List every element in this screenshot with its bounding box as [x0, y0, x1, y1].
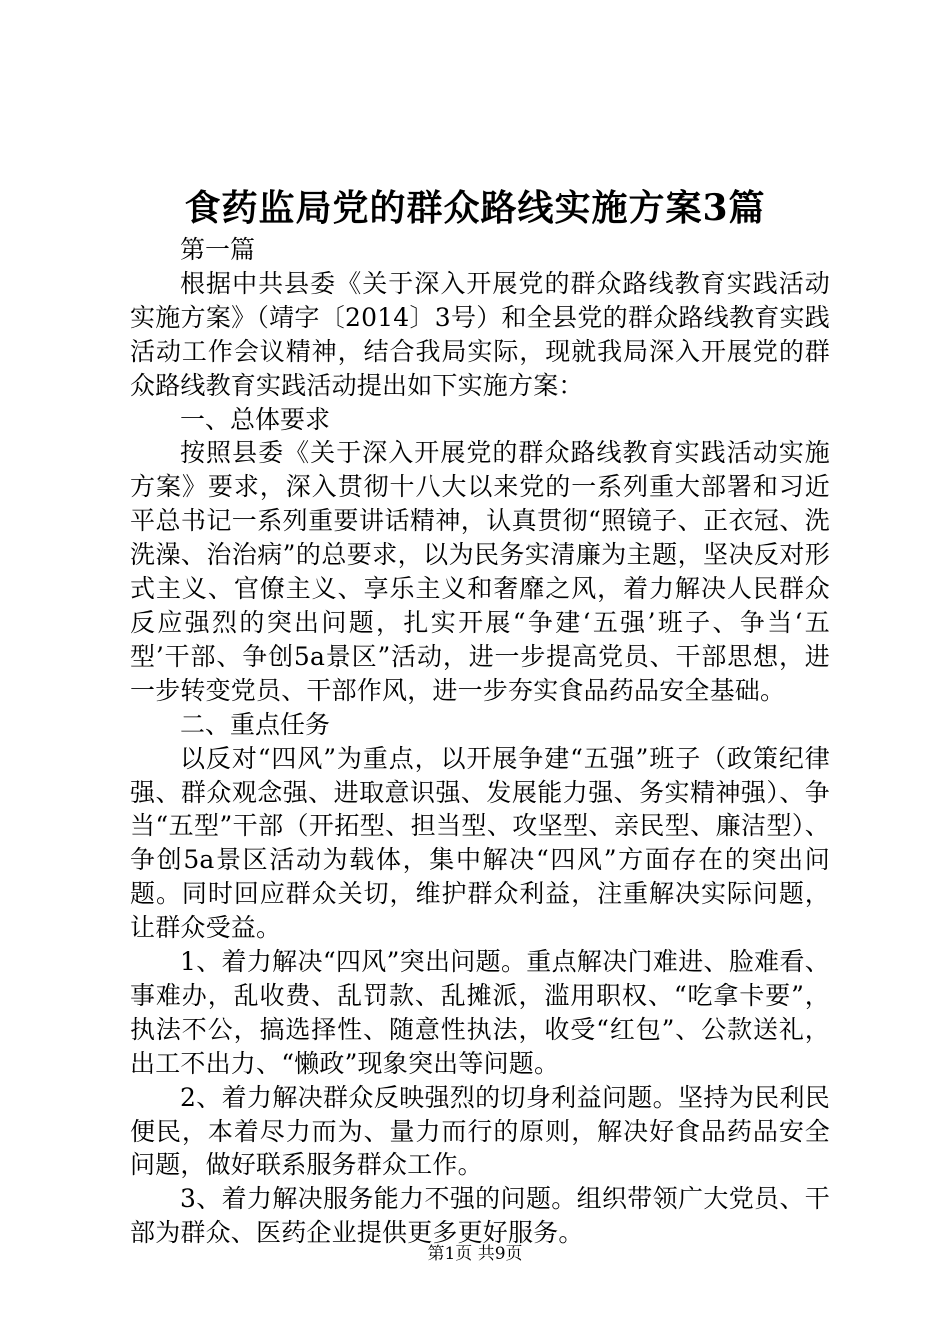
section-heading-key-tasks: 二、重点任务	[180, 709, 331, 739]
key-tasks-paragraph: 以反对“四风”为重点，以开展争建“五强”班子（政策纪律强、群众观念强、进取意识强、发展能力强、务实精神强）、争当“五型”干部（开拓型、担当型、攻坚型、亲民型、廉洁型）、争创5a景区活动为载体，集中解决“四风”方面存在的突出问题。同时回应群众关切，维护群众利益，注重解决实际问题，让群众受益。	[130, 743, 830, 943]
document-body	[130, 233, 830, 1250]
task-item-2: 2、着力解决群众反映强烈的切身利益问题。坚持为民利民便民，本着尽力而为、量力而行的原则，解决好食品药品安全问题，做好联系服务群众工作。	[130, 1082, 830, 1180]
task-item-3: 3、着力解决服务能力不强的问题。组织带领广大党员、干部为群众、医药企业提供更多更好服务。	[130, 1184, 830, 1248]
section-heading-part-one: 第一篇	[180, 235, 256, 264]
document-title: 食药监局党的群众路线实施方案3篇	[184, 187, 766, 229]
general-requirements-paragraph: 按照县委《关于深入开展党的群众路线教育实践活动实施方案》要求，深入贯彻十八大以来党的一系列重大部署和习近平总书记一系列重要讲话精神，认真贯彻“照镜子、正衣冠、洗洗澡、治治病”的总要求，以为民务实清廉为主题，坚决反对形式主义、官僚主义、享乐主义和奢靡之风，着力解决人民群众反应强烈的突出问题，扎实开展“争建‘五强’班子、争当‘五型’干部、争创5a景区”活动，进一步提高党员、干部思想，进一步转变党员、干部作风，进一步夯实食品药品安全基础。	[130, 438, 830, 705]
page-number-footer: 第1页 共9页	[427, 1244, 523, 1264]
intro-paragraph: 根据中共县委《关于深入开展党的群众路线教育实践活动实施方案》（靖字〔2014〕3号）和全县党的群众路线教育实践活动工作会议精神，结合我局实际，现就我局深入开展党的群众路线教育实践活动提出如下实施方案：	[130, 268, 830, 400]
task-item-1: 1、着力解决“四风”突出问题。重点解决门难进、脸难看、事难办，乱收费、乱罚款、乱摊派，滥用职权、“吃拿卡要”，执法不公，搞选择性、随意性执法，收受“红包”、公款送礼，出工不出力、“懒政”现象突出等问题。	[130, 947, 830, 1078]
section-heading-general-requirements: 一、总体要求	[180, 404, 331, 434]
